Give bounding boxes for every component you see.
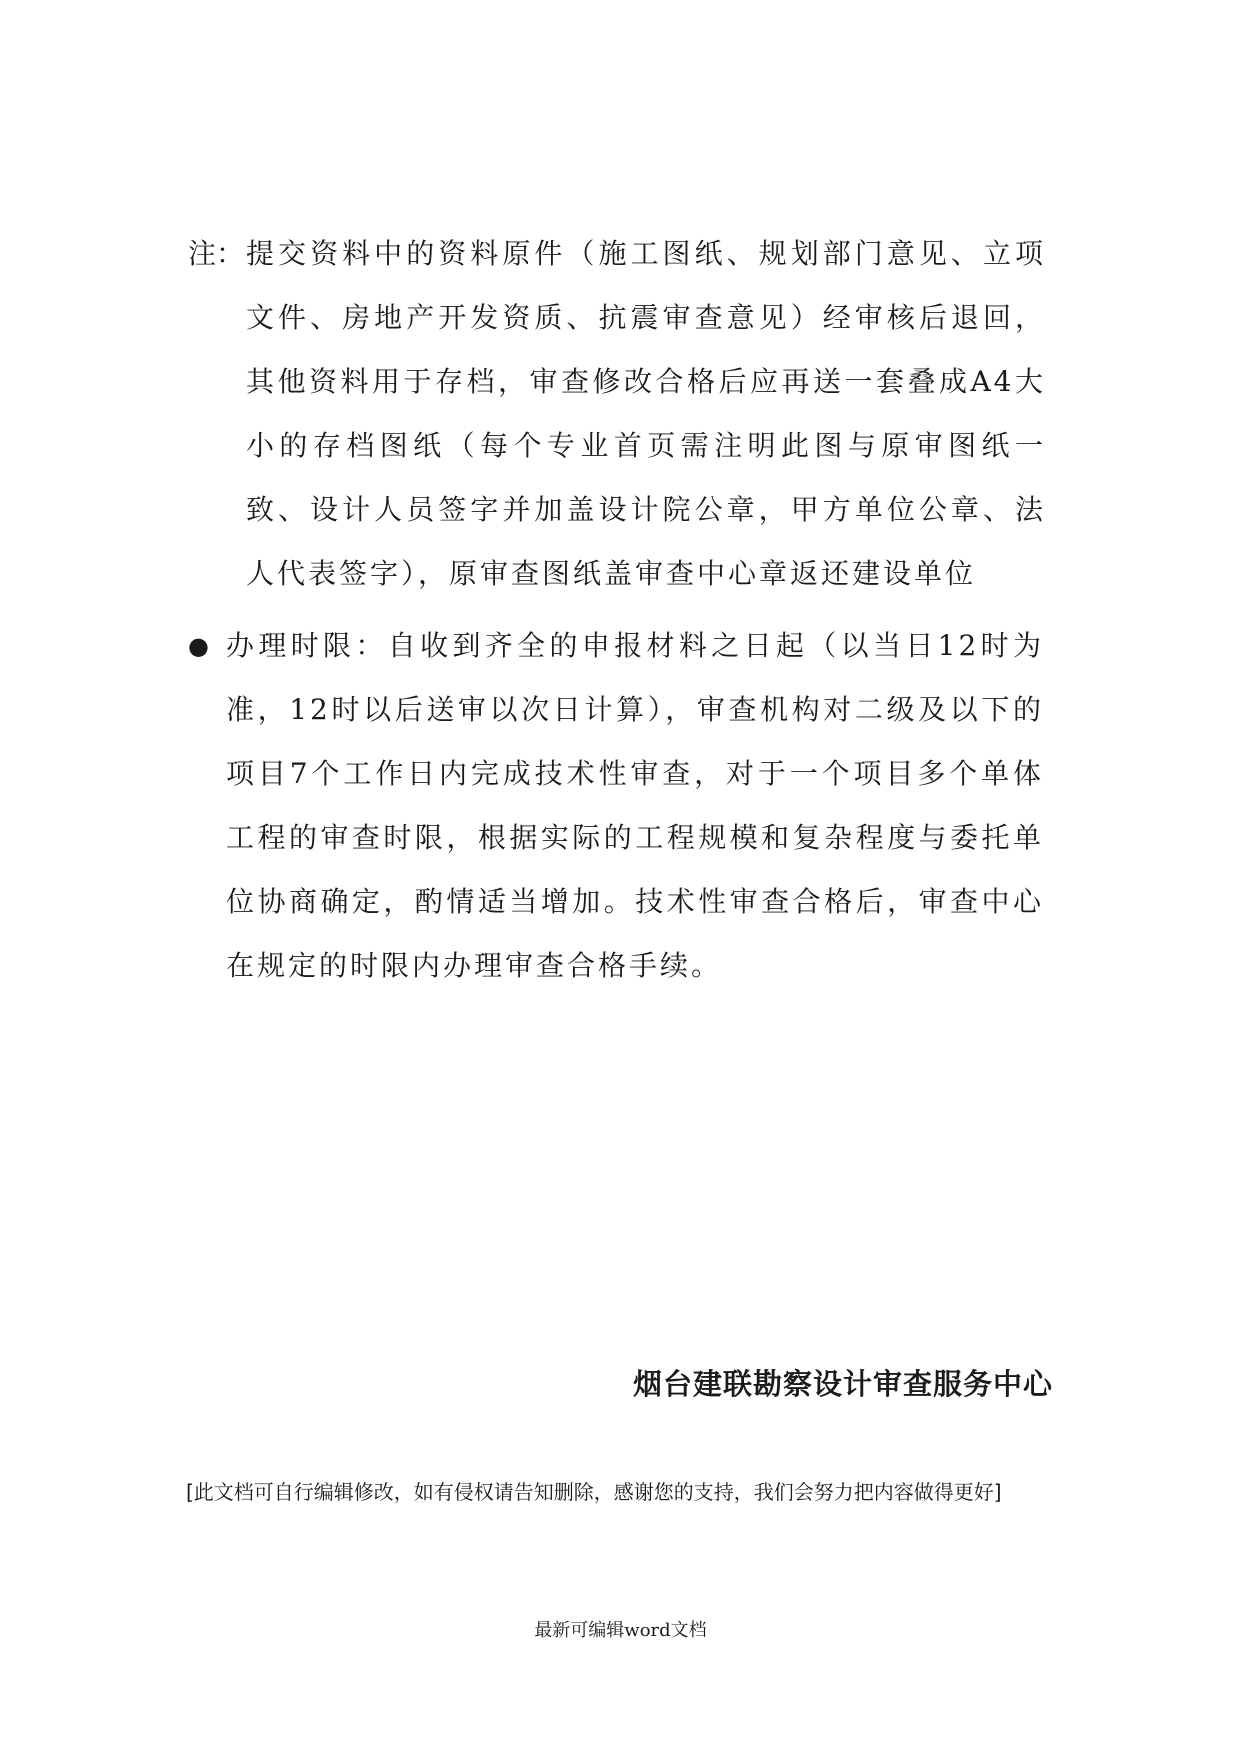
- note-paragraph: 提交资料中的资料原件（施工图纸、规划部门意见、立项文件、房地产开发资质、抗震审查意见）经审核后退回，其他资料用于存档，审查修改合格后应再送一套叠成A4大小的存档图纸（每个专业首页需注明此图与原审图纸一致、设计人员签字并加盖设计院公章，甲方单位公章、法人代表签字），原审查图纸盖审查中心章返还建设单位: [246, 237, 1046, 590]
- organization-signature: 烟台建联勘察设计审查服务中心: [632, 1367, 1053, 1401]
- note-label: 注：: [188, 237, 245, 270]
- disclaimer-note: [此文档可自行编辑修改，如有侵权请告知删除，感谢您的支持，我们会努力把内容做得更好]: [186, 1480, 1002, 1504]
- processing-time-paragraph: 办理时限：自收到齐全的申报材料之日起（以当日12时为准，12时以后送审以次日计算），审查机构对二级及以下的项目7个工作日内完成技术性审查，对于一个项目多个单体工程的审查时限，根据实际的工程规模和复杂程度与委托单位协商确定，酌情适当增加。技术性审查合格后，审查中心在规定的时限内办理审查合格手续。: [226, 629, 1044, 982]
- bullet-icon: ●: [188, 632, 209, 660]
- page-footer: 最新可编辑word文档: [534, 1620, 707, 1641]
